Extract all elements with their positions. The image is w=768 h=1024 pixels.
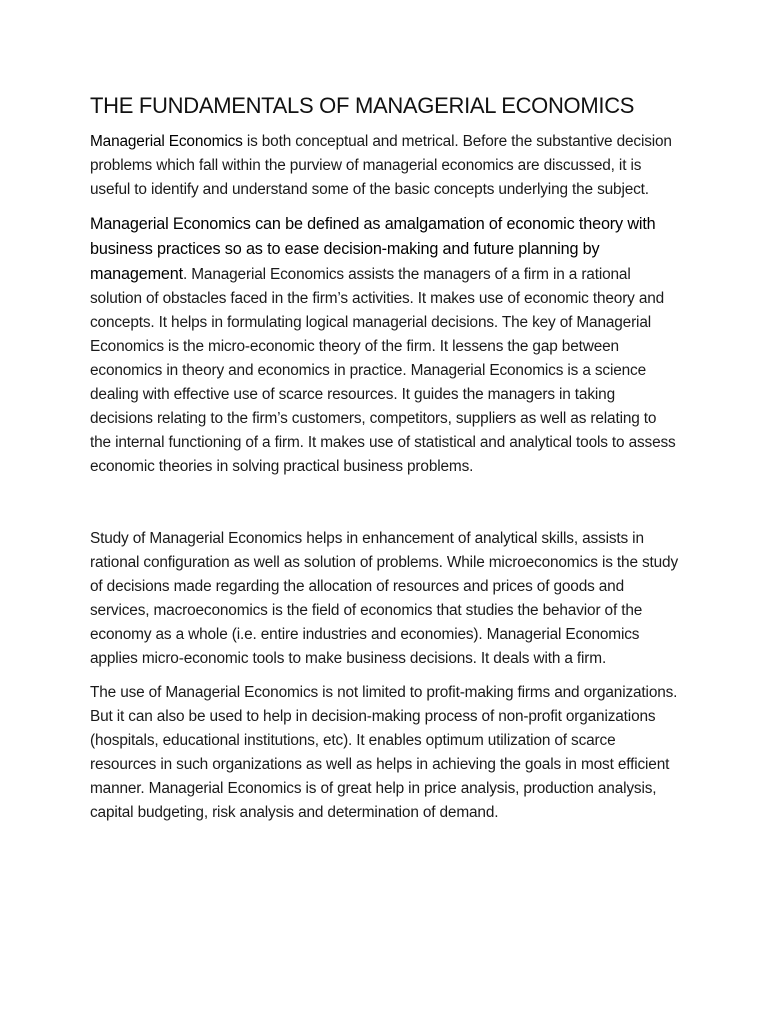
document-title: THE FUNDAMENTALS OF MANAGERIAL ECONOMICS — [90, 93, 635, 118]
paragraph-use: The use of Managerial Economics is not limited to profit-making firms and organizations. But it can also be used to help in decision-making process of non-profit organizations (hospitals, educational institutions, etc). It enables optimum utilization of scarce resources in such organizations as well as helps in achieving the goals in most efficient manner. Managerial Economics is of great help in price analysis, production analysis, capital budgeting, risk analysis and determination of demand. — [90, 684, 678, 821]
definition-text: Managerial Economics can be defined as amalgamation of economic theory with business practices so as to ease decision-making and future planning by management — [90, 215, 656, 283]
paragraph-spacer — [90, 489, 680, 527]
paragraph-definition — [90, 212, 680, 479]
paragraph-definition-text: . Managerial Economics assists the managers of a firm in a rational solution of obstacles faced in the firm’s activities. It makes use of economic theory and concepts. It helps in formulating logical managerial decisions. The key of Managerial Economics is the micro-economic theory of the firm. It lessens the gap between economics in theory and economics in practice. Managerial Economics is a science dealing with effective use of scarce resources. It guides the managers in taking decisions relating to the firm’s customers, competitors, suppliers as well as relating to the internal functioning of a firm. It makes use of statistical and analytical tools to assess economic theories in solving practical business problems. — [90, 266, 676, 475]
paragraph-intro — [90, 130, 680, 202]
term-managerial-economics: Managerial Economics — [90, 133, 243, 150]
paragraph-study: Study of Managerial Economics helps in enhancement of analytical skills, assists in rational configuration as well as solution of problems. While microeconomics is the study of decisions made regarding the allocation of resources and prices of goods and services, macroeconomics is the field of economics that studies the behavior of the economy as a whole (i.e. entire industries and economies). Managerial Economics applies micro-economic tools to make business decisions. It deals with a firm. — [90, 530, 679, 667]
paragraph-intro-text: is both conceptual and metrical. Before the substantive decision problems which fall within the purview of managerial economics are discussed, it is useful to identify and understand some of the basic concepts underlying the subject. — [90, 133, 672, 198]
